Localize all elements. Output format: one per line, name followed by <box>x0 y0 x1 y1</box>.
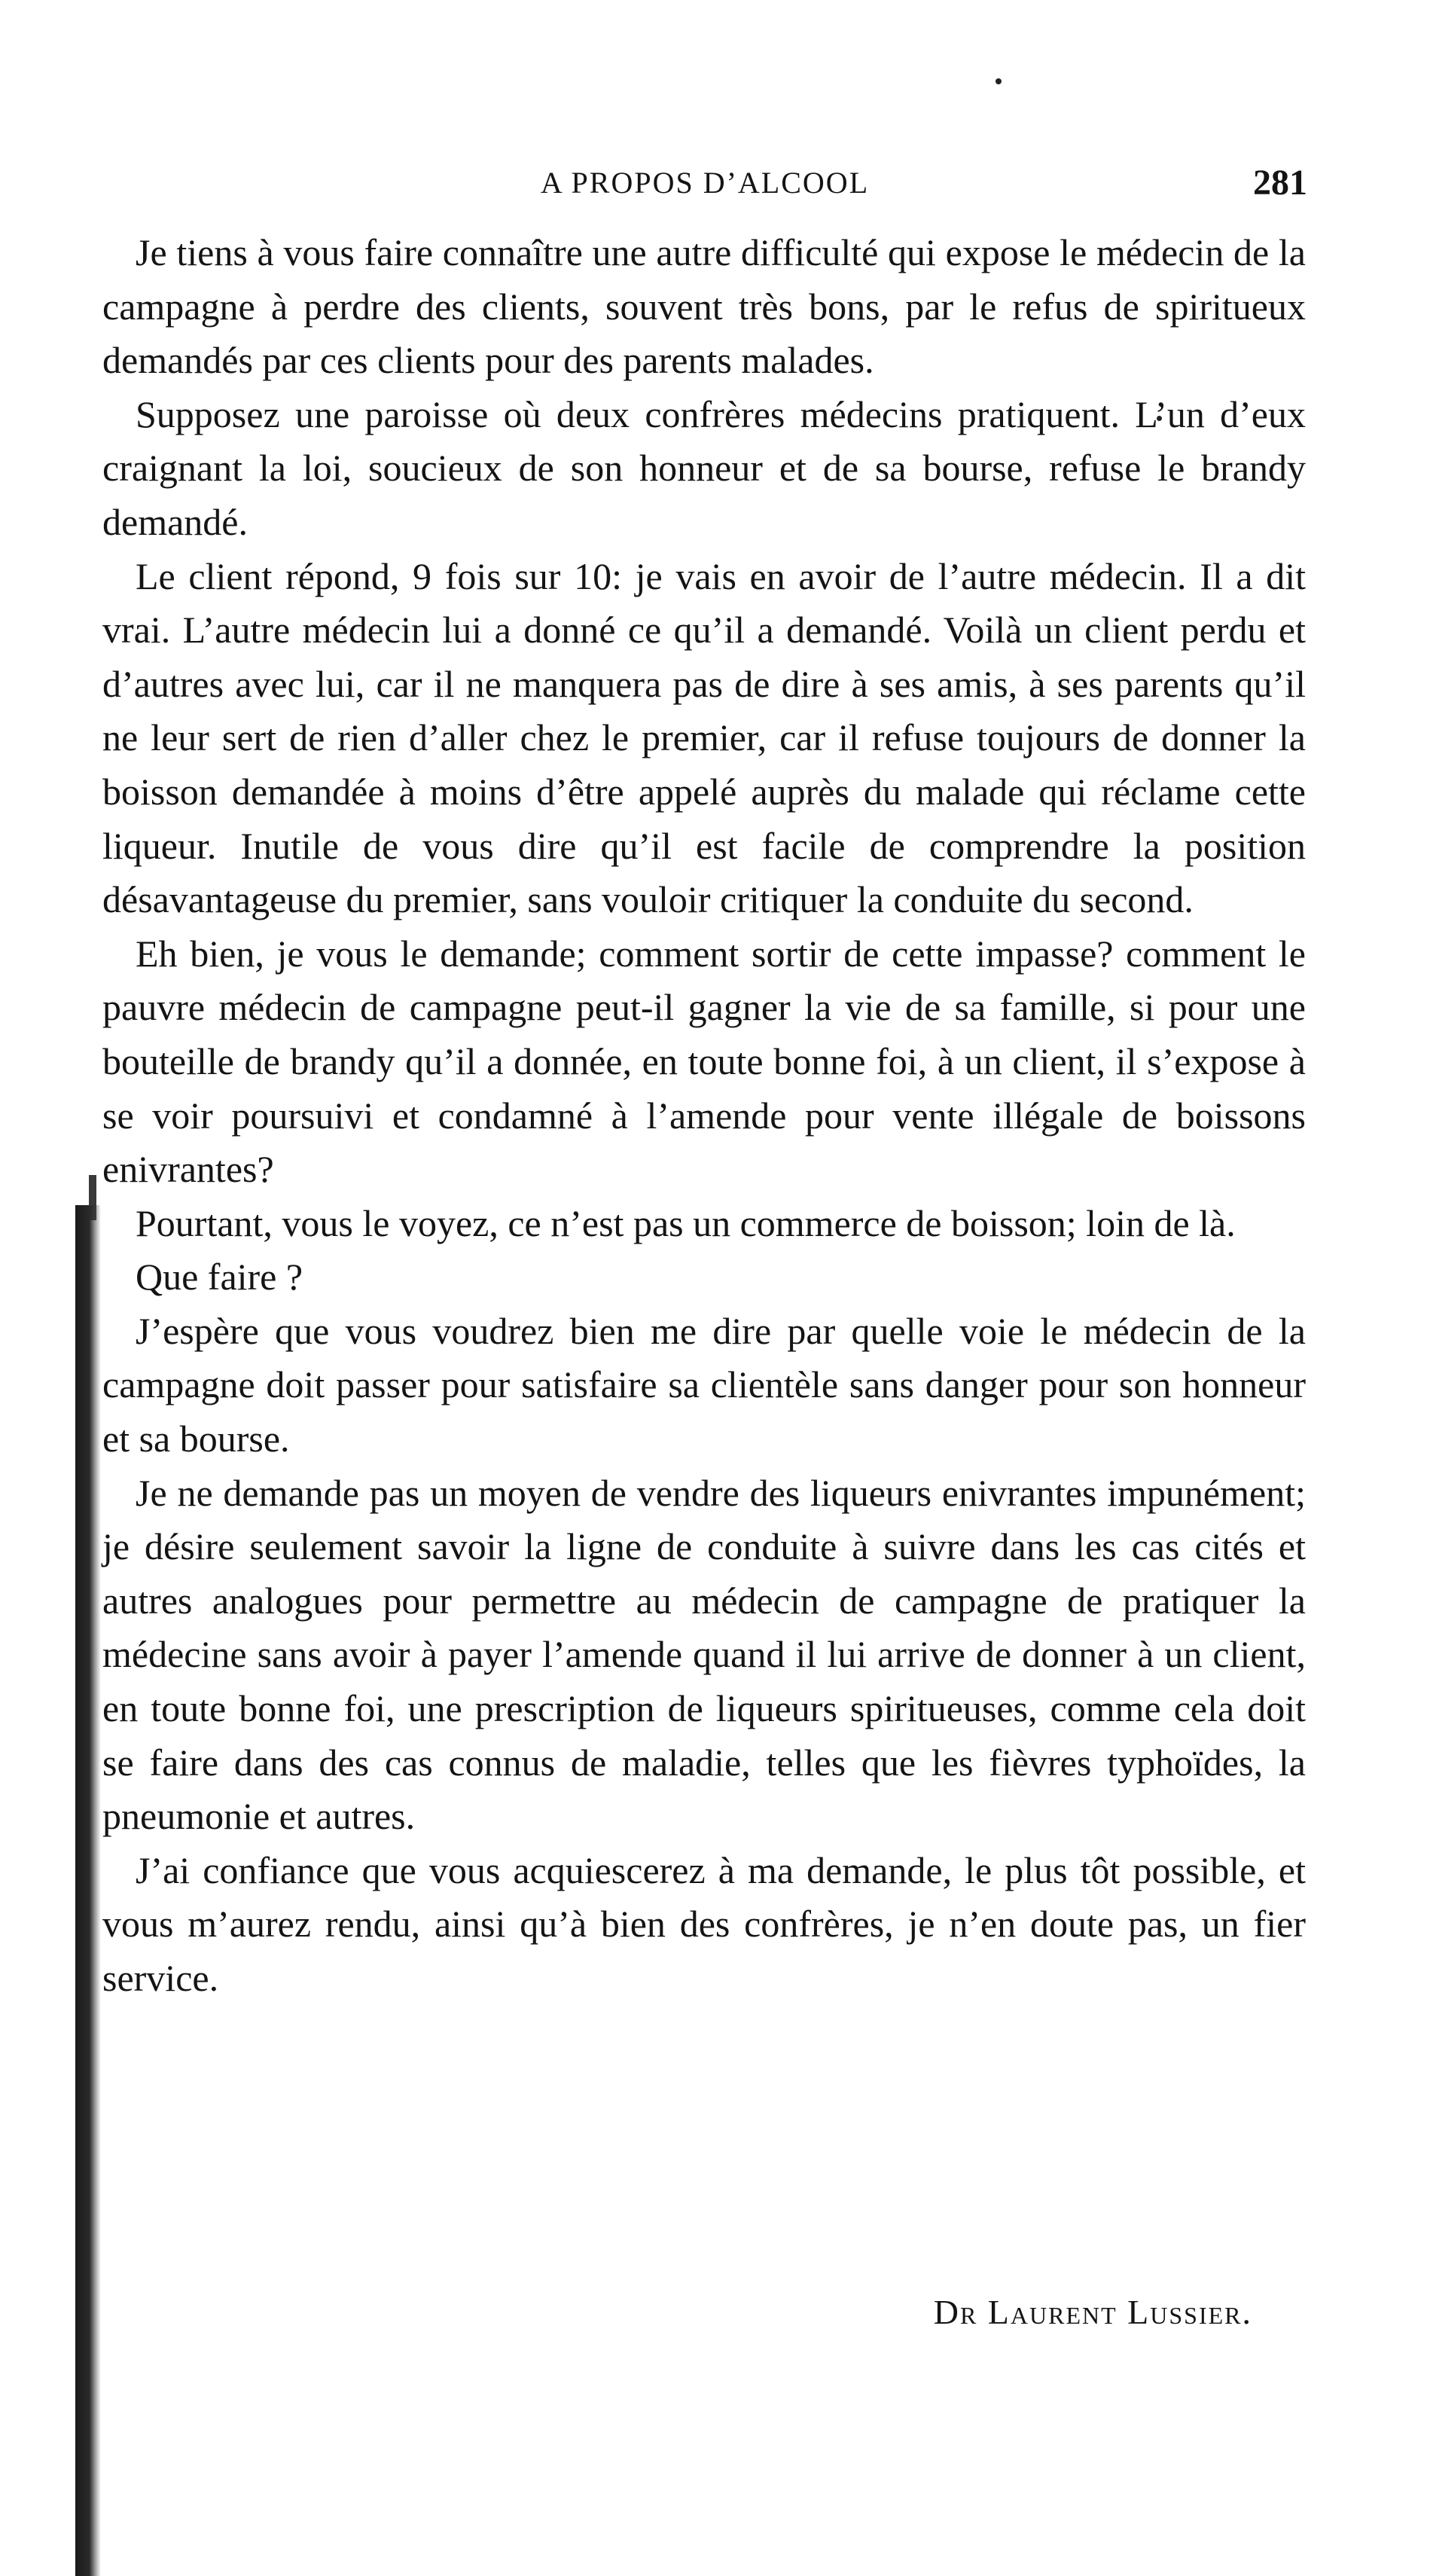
paragraph: Eh bien, je vous le demande; comment sortir de cette impasse? comment le pauvre médecin de campagne peut-il gagner la vie de sa famille, si pour une bouteille de brandy qu’il a donnée, en toute bonne foi, à un client, il s’expose à se voir poursuivi et condamné à l’amende pour vente illégale de boissons enivrantes? <box>102 932 1306 1191</box>
running-head: A PROPOS D’ALCOOL <box>540 166 870 200</box>
paragraph: Le client répond, 9 fois sur 10: je vais en avoir de l’autre médecin. Il a dit vrai. L’autre médecin lui a donné ce qu’il a demandé. Voilà un client perdu et d’autres avec lui, car il ne manquera pas de dire à ses amis, à ses parents qu’il ne leur sert de rien d’aller chez le premier, car il refuse toujours de donner la boisson demandée à moins d’être appelé auprès du malade qui réclame cette liqueur. Inutile de vous dire qu’il est facile de comprendre la position désavantageuse du premier, sans vouloir critiquer la conduite du second. <box>102 554 1306 921</box>
paragraph: Que faire ? <box>136 1256 303 1299</box>
ink-speck <box>996 78 1002 84</box>
paragraph: Je tiens à vous faire connaître une autre difficulté qui expose le médecin de la campagne à perdre des clients, souvent très bons, par le refus de spiritueux demandés par ces clients pour des parents malades. <box>102 231 1306 382</box>
signature: Dr Laurent Lussier. <box>933 2293 1252 2331</box>
paragraph: Supposez une paroisse où deux confrères médecins pratiquent. L’un d’eux craignant la loi, soucieux de son honneur et de sa bourse, refuse le brandy demandé. <box>102 392 1306 543</box>
page-header <box>102 157 1307 209</box>
page-number: 281 <box>1253 163 1307 203</box>
paragraph: Je ne demande pas un moyen de vendre des liqueurs enivrantes impunément; je désire seulement savoir la ligne de conduite à suivre dans les cas cités et autres analogues pour permettre au médecin de campagne de pratiquer la médecine sans avoir à payer l’amende quand il lui arrive de donner à un client, en toute bonne foi, une prescription de liqueurs spiritueuses, comme cela doit se faire dans des cas connus de maladie, telles que les fièvres typhoïdes, la pneumonie et autres. <box>102 1471 1306 1838</box>
paragraph: Pourtant, vous le voyez, ce n’est pas un commerce de boisson; loin de là. <box>136 1201 1236 1244</box>
letter-body <box>102 226 1306 2006</box>
paragraph: J’espère que vous voudrez bien me dire par quelle voie le médecin de la campagne doit passer pour satisfaire sa clientèle sans danger pour son honneur et sa bourse. <box>102 1309 1306 1460</box>
paragraph: J’ai confiance que vous acquiescerez à ma demande, le plus tôt possible, et vous m’aurez rendu, ainsi qu’à bien des confrères, je n’en doute pas, un fier service. <box>102 1848 1306 1999</box>
binding-edge <box>75 1205 101 2576</box>
